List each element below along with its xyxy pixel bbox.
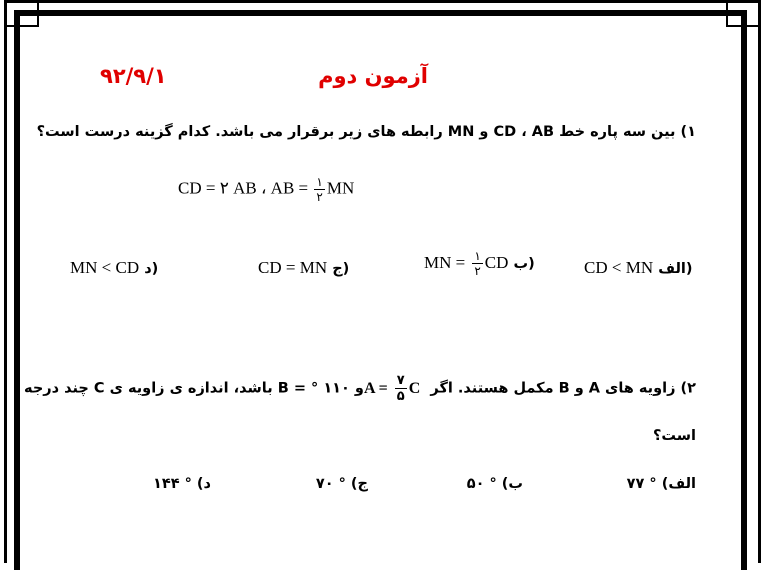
question-2-part-b: و ۱۱۰ ° = B باشد، اندازه ی زاویه ی C چند درجه — [24, 380, 364, 397]
question-2-equation — [363, 373, 425, 404]
given-fraction-denominator: ۲ — [316, 190, 323, 204]
given-part-1: CD = ۲ AB ، AB = — [178, 178, 309, 198]
q1-option-d — [70, 258, 158, 278]
exam-title: آزمون دوم — [318, 64, 428, 88]
q1-option-c-value: CD = MN — [258, 258, 328, 277]
q1-option-d-label: د) — [144, 261, 159, 277]
given-part-2: MN — [326, 178, 355, 198]
q2-fraction-denominator: ۵ — [396, 389, 405, 404]
q1-option-d-value: MN < CD — [70, 258, 140, 277]
exam-date: ۹۲/۹/۱ — [100, 64, 167, 88]
given-fraction — [314, 176, 324, 203]
q2-option-d: د) ° ۱۴۴ — [153, 476, 211, 492]
given-fraction-numerator: ۱ — [316, 175, 323, 189]
q1-option-b-denominator: ۲ — [474, 264, 481, 278]
q1-option-b — [424, 250, 535, 277]
q1-option-a-value: CD < MN — [584, 258, 654, 277]
q1-option-b-label: ب) — [513, 256, 535, 272]
q2-option-c: ج) ° ۷۰ — [315, 476, 368, 492]
question-2-part-a: ۲) زاویه های A و B مکمل هستند. اگر — [430, 380, 696, 397]
q2-eq-rhs: C — [408, 379, 421, 397]
question-2-line-2: است؟ — [653, 428, 696, 444]
q1-option-c-label: ج) — [332, 261, 350, 277]
q1-option-b-left: MN = — [424, 253, 466, 272]
q2-option-b: ب) ° ۵۰ — [466, 476, 523, 492]
q1-option-a-label: الف) — [658, 261, 693, 277]
question-1-text: ۱) بین سه پاره خط CD ، AB و MN رابطه های زیر برقرار می باشد. کدام گزینه درست است؟ — [36, 124, 696, 140]
q1-option-b-right: CD — [484, 253, 509, 272]
q2-fraction — [395, 374, 407, 403]
q1-option-a — [584, 258, 693, 278]
q1-option-c — [258, 258, 349, 278]
q2-fraction-numerator: ۷ — [396, 373, 405, 388]
q1-option-b-numerator: ۱ — [474, 249, 481, 263]
q1-option-b-fraction — [472, 250, 482, 277]
question-2-text — [24, 374, 696, 403]
q2-option-a: الف) ° ۷۷ — [626, 476, 696, 492]
question-1-given — [178, 176, 354, 203]
q2-eq-lhs: A = — [363, 379, 388, 397]
